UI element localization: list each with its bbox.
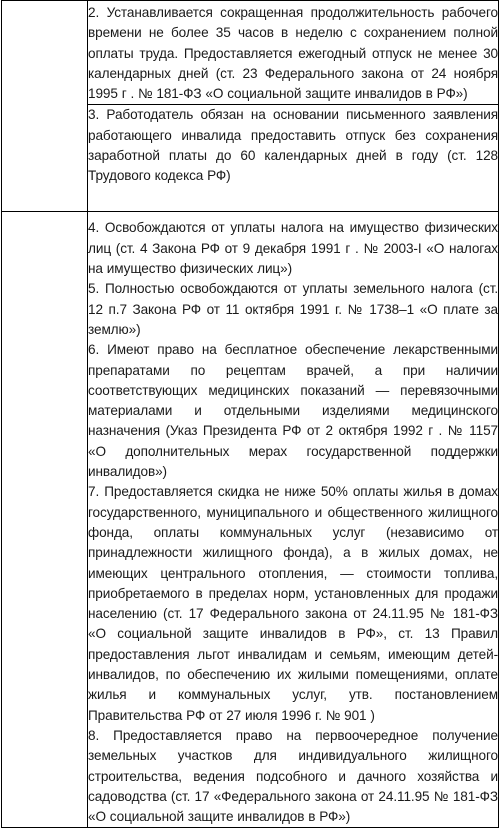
benefit-text-6: 6. Имеют право на бесплатное обеспечение лекарственными препаратами по рецептам врачей, а при наличии соответствующих медицинских показаний — перевязочными материалами и отдельными изделиями медицинского назначения (Указ Президента РФ от 2 октября 1992 г . № 1157 «О дополнительных мерах государственной поддержки инвалидов») — [88, 342, 498, 480]
category-cell-upper — [2, 1, 88, 212]
benefit-cell-item-2 — [88, 1, 499, 105]
benefit-text-4: 4. Освобождаются от уплаты налога на имущество физических лиц (ст. 4 Закона РФ от 9 декабря 1991 г . № 2003-I «О налогах на имущество физических лиц») — [88, 220, 498, 277]
table-row — [2, 1, 499, 105]
benefits-table — [1, 0, 499, 828]
benefit-text-7: 7. Предоставляется скидка не ниже 50% оплаты жилья в домах государственного, муниципального и общественного жилищного фонда, оплаты коммунальных услуг (независимо от принадлежности жилищного фонда), а в жилых домах, не имеющих центрального отопления, — стоимости топлива, приобретаемого в пределах норм, установленных для продажи населению (ст. 17 Федерального закона от 24.11.95 № 181-ФЗ «О социальной защите инвалидов в РФ», ст. 13 Правил предоставления льгот инвалидам и семьям, имеющим детей-инвалидов, по обеспечению их жилыми помещениями, оплате жилья и коммунальных услуг, утв. постановлением Правительства РФ от 27 июля 1996 г. № 901 ) — [88, 484, 498, 723]
benefit-text-8: 8. Предоставляется право на первоочередное получение земельных участков для индивидуального жилищного строительства, ведения подсобного и дачного хозяйства и садоводства (ст. 17 «Федерального закона от 24.11.95 № 181-ФЗ «О социальной защите инвалидов в РФ») — [88, 727, 498, 825]
benefit-text-2: 2. Устанавливается сокращенная продолжительность рабочего времени не более 35 часов в неделю с сохранением полной оплаты труда. Предоставляется ежегодный отпуск не менее 30 календарных дней (ст. 23 Федерального закона от 24 ноября 1995 г . № 181-ФЗ «О социальной защите инвалидов в РФ») — [88, 5, 498, 102]
benefit-cell-item-3 — [88, 105, 499, 212]
benefit-text-3: 3. Работодатель обязан на основании письменного заявления работающего инвалида предоставить отпуск без сохранения заработной платы до 60 календарных дней в году (ст. 128 Трудового кодекса РФ) — [88, 107, 498, 184]
table-row — [2, 212, 499, 828]
category-cell-lower — [2, 212, 88, 828]
benefit-cell-items-4-8 — [88, 212, 499, 828]
benefit-text-5: 5. Полностью освобождаются от уплаты земельного налога (ст. 12 п.7 Закона РФ от 11 октября 1991 г. № 1738–1 «О плате за землю») — [88, 281, 498, 337]
